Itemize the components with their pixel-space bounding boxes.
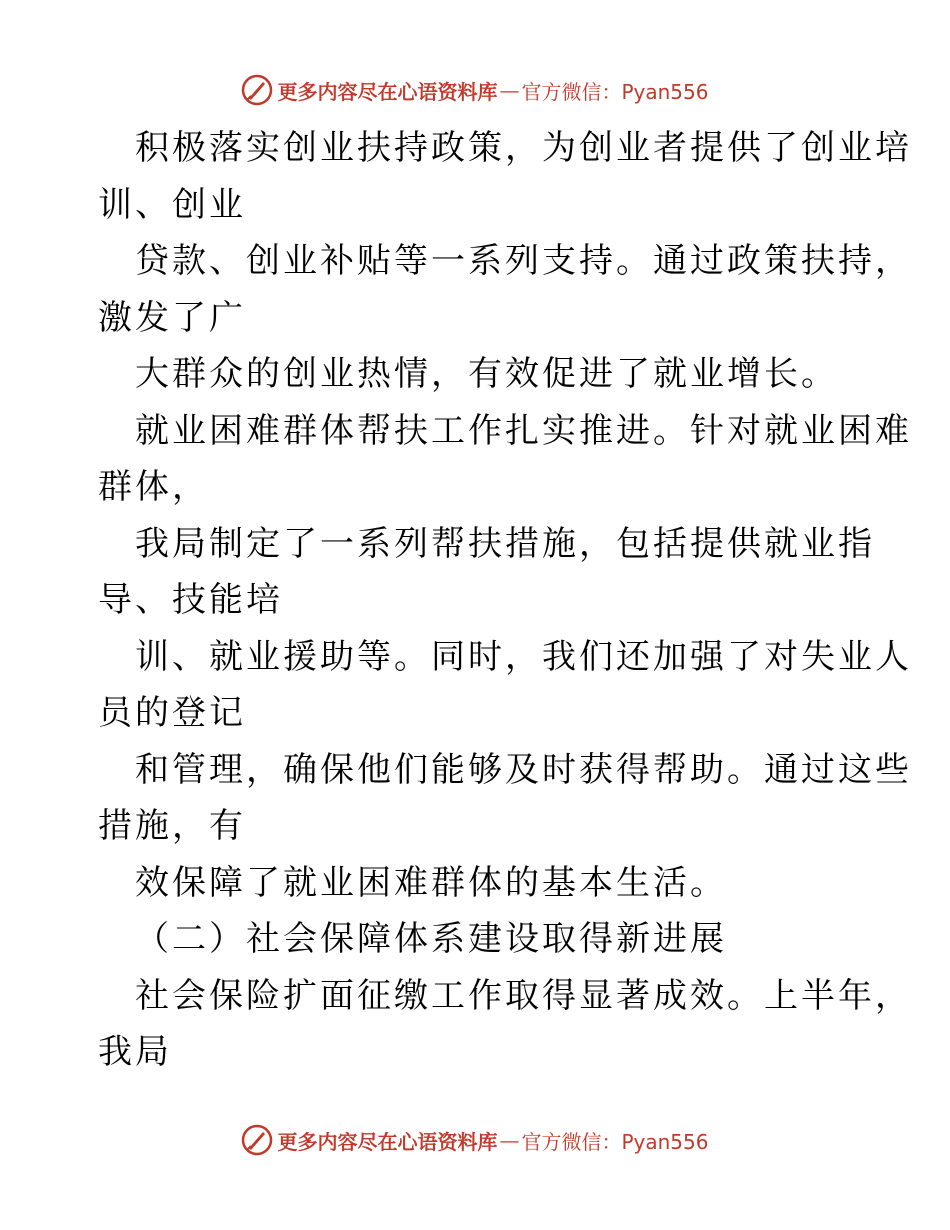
footer-banner (0, 1120, 950, 1160)
footer-site-text: 更多内容尽在心语资料库 (277, 1129, 498, 1154)
body-line: 员的登记 (98, 693, 246, 733)
header-wechat-text: 官方微信：Pyan556 (521, 79, 709, 104)
body-line: 社会保险扩面征缴工作取得显著成效。上半年， (135, 975, 912, 1016)
footer-wechat-text: 官方微信：Pyan556 (521, 1129, 709, 1154)
body-line: 我局制定了一系列帮扶措施，包括提供就业指 (135, 523, 875, 564)
body-line: 大群众的创业热情，有效促进了就业增长。 (135, 354, 838, 394)
body-line: 和管理，确保他们能够及时获得帮助。通过这些 (135, 749, 912, 790)
footer-dash: — (499, 1128, 520, 1152)
body-line: 训、创业 (98, 184, 246, 225)
header-site-text: 更多内容尽在心语资料库 (277, 79, 498, 104)
body-line: 就业困难群体帮扶工作扎实推进。针对就业困难 (135, 410, 912, 451)
feather-pen-logo-icon (241, 1124, 273, 1156)
body-line: 我局 (98, 1032, 172, 1072)
body-line: 效保障了就业困难群体的基本生活。 (135, 862, 727, 903)
body-line: 训、就业援助等。同时，我们还加强了对失业人 (135, 636, 912, 677)
section-heading: （二）社会保障体系建设取得新进展 (135, 919, 727, 959)
body-line: 措施，有 (98, 806, 246, 846)
body-line: 积极落实创业扶持政策，为创业者提供了创业培 (135, 128, 912, 168)
header-banner (0, 70, 950, 110)
body-line: 群体， (98, 467, 209, 507)
feather-pen-logo-icon (241, 74, 273, 106)
body-line: 贷款、创业补贴等一系列支持。通过政策扶持， (135, 241, 912, 281)
document-body (98, 120, 912, 1081)
header-dash: — (499, 78, 520, 102)
body-line: 导、技能培 (98, 580, 283, 620)
body-line: 激发了广 (98, 297, 246, 338)
